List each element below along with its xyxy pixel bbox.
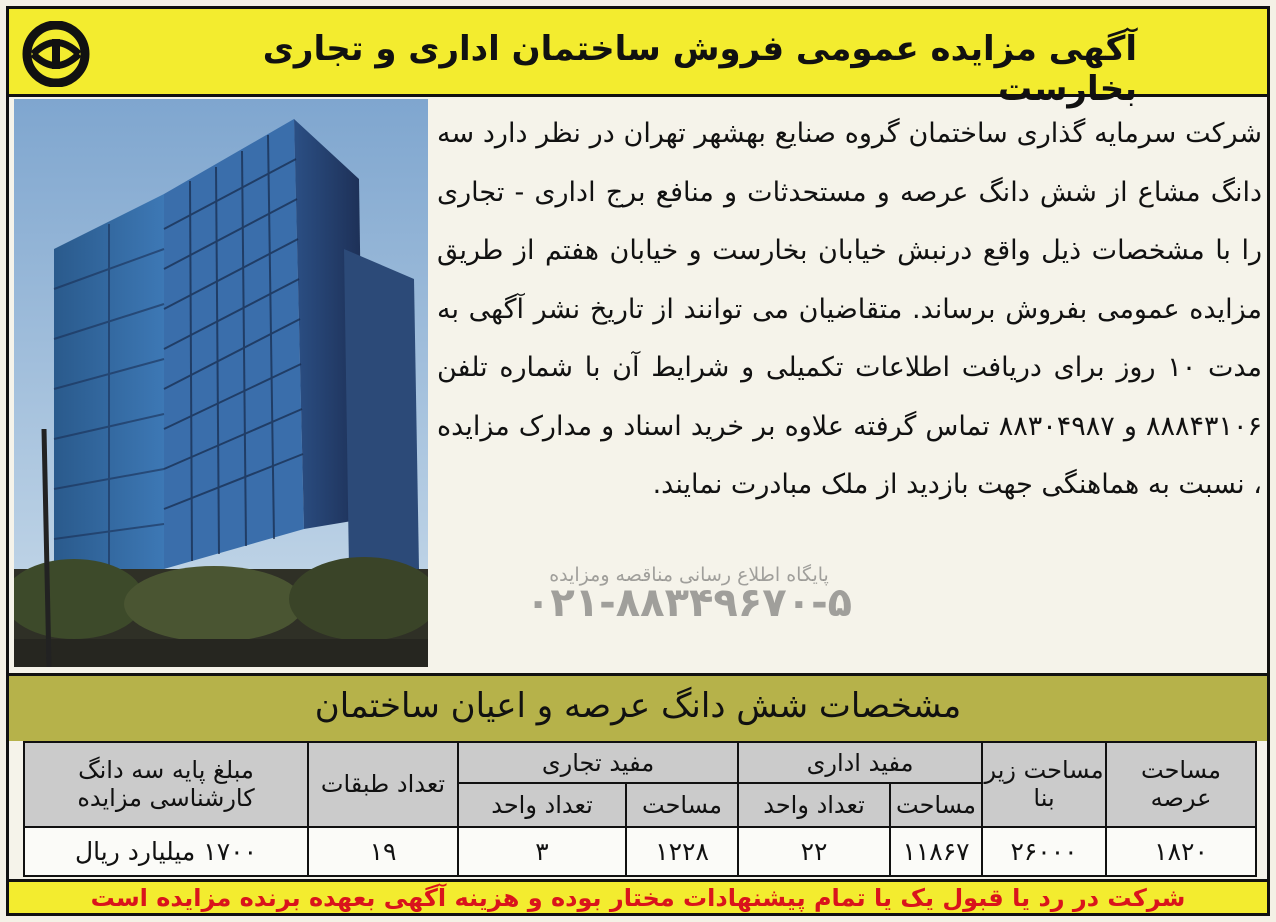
header-floors: تعداد طبقات <box>308 742 458 827</box>
value-office-units: ۲۲ <box>738 827 890 877</box>
value-base-price: ۱۷۰۰ میلیارد ریال <box>24 827 308 877</box>
header-land-area: مساحت عرصه <box>1106 742 1256 827</box>
value-land-area: ۱۸۲۰ <box>1106 827 1256 877</box>
value-office-area: ۱۱۸۶۷ <box>890 827 982 877</box>
specs-title: مشخصات شش دانگ عرصه و اعیان ساختمان <box>314 686 962 726</box>
header-base-price: مبلغ پایه سه دانگ کارشناسی مزایده <box>24 742 308 827</box>
footer-bar <box>9 879 1267 913</box>
header-bar <box>9 9 1267 109</box>
value-commercial-area: ۱۲۲۸ <box>626 827 738 877</box>
ad-title: آگهی مزایده عمومی فروش ساختمان اداری و تجاری بخارست <box>262 29 1137 109</box>
footer-disclaimer: شرکت در رد یا قبول یک یا تمام پیشنهادات مختار بوده و هزینه آگهی بعهده برنده مزایده است <box>90 884 1186 912</box>
stamp-site-name: پایگاه اطلاع رسانی مناقصه ومزایده <box>549 564 829 586</box>
header-office-units: تعداد واحد <box>738 783 890 826</box>
company-logo-icon <box>21 21 91 87</box>
specs-table <box>23 741 1257 877</box>
value-floors: ۱۹ <box>308 827 458 877</box>
stamp-phone: ۰۲۱-۸۸۳۴۹۶۷۰-۵ <box>525 580 853 626</box>
value-commercial-units: ۳ <box>458 827 626 877</box>
announcement-text: شرکت سرمایه گذاری ساختمان گروه صنایع بهشهر تهران در نظر دارد سه دانگ مشاع از شش دانگ عرصه و مستحدثات و منافع برج اداری - تجاری را با مشخصات ذیل واقع درنبش خیابان بخارست و خیابان هفتم از طریق مزایده عمومی بفروش برساند. متقاضیان می توانند از تاریخ نشر آگهی به مدت ۱۰ روز برای دریافت اطلاعات تکمیلی و شرایط آن با شماره تلفن ۸۸۸۴۳۱۰۶ و ۸۸۳۰۴۹۸۷ تماس گرفته علاوه بر خرید اسناد و مدارک مزایده ، نسبت به هماهنگی جهت بازدید از ملک مبادرت نمایند. <box>437 118 1262 500</box>
value-built-area: ۲۶۰۰۰ <box>982 827 1106 877</box>
header-office-group: مفید اداری <box>738 742 982 783</box>
advertisement-frame <box>6 6 1270 916</box>
header-commercial-group: مفید تجاری <box>458 742 738 783</box>
header-commercial-area: مساحت <box>626 783 738 826</box>
building-photo <box>14 99 428 667</box>
header-built-area: مساحت زیر بنا <box>982 742 1106 827</box>
header-office-area: مساحت <box>890 783 982 826</box>
header-commercial-units: تعداد واحد <box>458 783 626 826</box>
specs-band <box>9 673 1267 741</box>
